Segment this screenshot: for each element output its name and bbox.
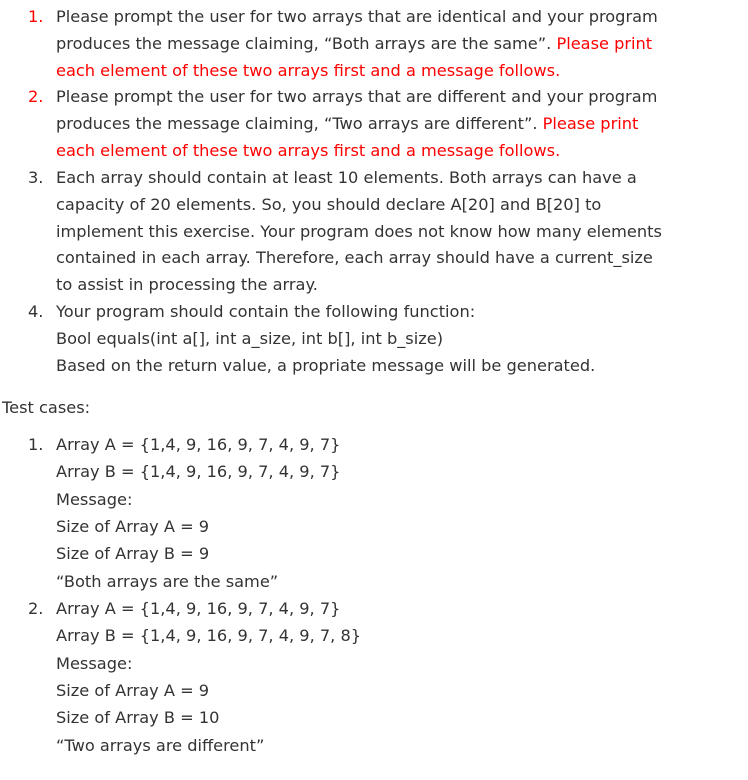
body-text: Please prompt the user for two arrays that are different and your program xyxy=(56,87,658,106)
list-number: 2. xyxy=(28,599,44,618)
body-text: capacity of 20 elements. So, you should declare A[20] and B[20] to xyxy=(56,194,602,214)
text-line: Size of Array B = 10 xyxy=(56,708,220,728)
text-line xyxy=(56,326,736,353)
list-number: 4. xyxy=(28,302,44,321)
text-line xyxy=(56,272,736,299)
highlighted-text: Please print xyxy=(542,113,639,133)
body-text: contained in each array. Therefore, each array should have a current_size xyxy=(56,248,653,268)
test-case-text xyxy=(56,596,736,760)
text-line xyxy=(56,138,736,165)
text-line: Array A = {1,4, 9, 16, 9, 7, 4, 9, 7} xyxy=(56,435,341,454)
text-line xyxy=(56,245,736,272)
highlighted-text: Please print xyxy=(556,33,653,53)
text-line: “Two arrays are different” xyxy=(56,735,265,755)
text-line xyxy=(56,84,736,111)
text-line xyxy=(56,192,736,219)
highlighted-text: each element of these two arrays first and a message follows. xyxy=(56,140,561,160)
instruction-text xyxy=(56,299,736,379)
text-line xyxy=(56,58,736,85)
body-text: Each array should contain at least 10 elements. Both arrays can have a xyxy=(56,168,637,187)
body-text: produces the message claiming, “Both arrays are the same”. xyxy=(56,33,557,53)
text-line xyxy=(56,299,736,326)
text-line: Array B = {1,4, 9, 16, 9, 7, 4, 9, 7} xyxy=(56,462,341,482)
test-cases-heading: Test cases: xyxy=(2,398,91,417)
text-line: Message: xyxy=(56,489,133,509)
body-text: produces the message claiming, “Two arrays are different”. xyxy=(56,113,543,133)
body-text: Please prompt the user for two arrays that are identical and your program xyxy=(56,7,658,26)
body-text: to assist in processing the array. xyxy=(56,275,318,295)
text-line xyxy=(56,31,736,58)
body-text: Based on the return value, a propriate message will be generated. xyxy=(56,355,596,375)
text-line: Size of Array A = 9 xyxy=(56,516,210,536)
list-number: 1. xyxy=(28,7,44,26)
text-line xyxy=(56,4,736,31)
body-text: Your program should contain the following function: xyxy=(56,302,476,321)
text-line xyxy=(56,165,736,192)
test-case-text xyxy=(56,432,736,596)
text-line: Size of Array A = 9 xyxy=(56,680,210,700)
text-line: Size of Array B = 9 xyxy=(56,544,210,564)
text-line: Message: xyxy=(56,653,133,673)
instruction-text xyxy=(56,84,736,164)
body-text: implement this exercise. Your program does not know how many elements xyxy=(56,221,662,241)
highlighted-text: each element of these two arrays first and a message follows. xyxy=(56,60,561,80)
list-number: 2. xyxy=(28,87,44,106)
text-line: “Both arrays are the same” xyxy=(56,571,279,591)
instruction-text xyxy=(56,4,736,84)
list-number: 1. xyxy=(28,435,44,454)
text-line: Array B = {1,4, 9, 16, 9, 7, 4, 9, 7, 8} xyxy=(56,626,362,646)
instruction-text xyxy=(56,165,736,299)
text-line: Array A = {1,4, 9, 16, 9, 7, 4, 9, 7} xyxy=(56,599,341,618)
text-line xyxy=(56,353,736,380)
body-text: Bool equals(int a[], int a_size, int b[], int b_size) xyxy=(56,328,444,348)
list-number: 3. xyxy=(28,168,44,187)
text-line xyxy=(56,219,736,246)
text-line xyxy=(56,111,736,138)
